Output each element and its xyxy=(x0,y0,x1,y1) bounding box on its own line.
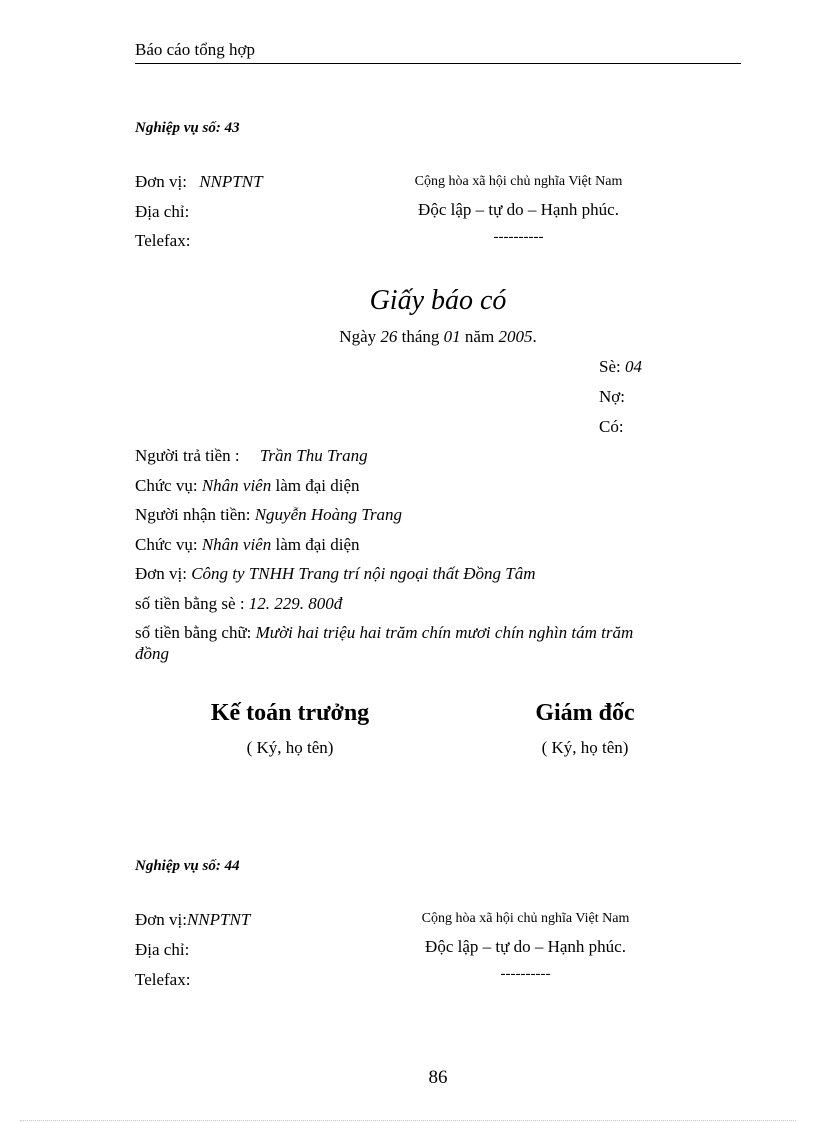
amount-text-value: Mười hai triệu hai trăm chín mươi chín nghìn tám trăm xyxy=(255,623,634,642)
document-date xyxy=(135,327,741,347)
telefax-label-44: Telefax: xyxy=(135,970,191,989)
director-sign-note: ( Ký, họ tên) xyxy=(541,738,629,757)
payer-label: Người trả tiền : xyxy=(135,446,240,465)
date-prefix: Ngày xyxy=(339,327,381,346)
receiver-position-label: Chức vụ: xyxy=(135,535,202,554)
motto-underline-dashes: ---------- xyxy=(493,229,544,245)
voucher-number-value: 04 xyxy=(624,357,642,376)
date-end: . xyxy=(532,327,537,346)
document-title: Giấy báo có xyxy=(369,285,507,316)
amount-text-continuation: đồng xyxy=(135,644,169,663)
page-bottom-border xyxy=(20,1120,796,1121)
header-title: Báo cáo tổng hợp xyxy=(135,40,255,59)
chief-accountant-title: Kế toán trưởng xyxy=(210,700,370,726)
unit-row xyxy=(135,172,263,192)
address-label-44: Địa chỉ: xyxy=(135,940,190,959)
voucher-44-heading: Nghiệp vụ số: 44 xyxy=(135,858,240,874)
payer-row xyxy=(135,446,368,466)
receiver-position-row xyxy=(135,535,360,555)
unit-label: Đơn vị: xyxy=(135,172,187,191)
chief-accountant-sign-note: ( Ký, họ tên) xyxy=(246,738,334,757)
company-label: Đơn vị: xyxy=(135,564,192,583)
motto-underline-dashes-44: ---------- xyxy=(500,966,551,982)
date-month-word: tháng xyxy=(397,327,444,346)
receiver-position-suffix: làm đại diện xyxy=(271,535,360,554)
receiver-label: Người nhận tiền: xyxy=(135,505,255,524)
date-month: 01 xyxy=(443,327,461,346)
company-value: Công ty TNHH Trang trí nội ngoại thất Đồng Tâm xyxy=(191,564,536,583)
voucher-number-label: Sè: xyxy=(599,357,625,376)
date-day: 26 xyxy=(380,327,398,346)
company-row xyxy=(135,564,536,584)
page-number: 86 xyxy=(428,1067,448,1088)
address-label: Địa chỉ: xyxy=(135,202,190,221)
credit-label: Có: xyxy=(599,417,624,436)
amount-text-label: số tiền bằng chữ: xyxy=(135,623,256,642)
unit-value: NNPTNT xyxy=(199,172,263,191)
amount-text-row xyxy=(135,623,633,643)
voucher-number xyxy=(599,357,642,377)
payer-position-value: Nhân viên xyxy=(201,476,272,495)
receiver-row xyxy=(135,505,402,525)
debit-label: Nợ: xyxy=(599,387,625,406)
date-year: 2005 xyxy=(498,327,533,346)
amount-number-row xyxy=(135,594,342,614)
unit-label-44: Đơn vị: xyxy=(135,910,187,929)
header-divider xyxy=(135,63,741,64)
republic-line: Cộng hòa xã hội chủ nghĩa Việt Nam xyxy=(414,174,623,189)
payer-value: Trần Thu Trang xyxy=(259,446,368,465)
receiver-position-value: Nhân viên xyxy=(201,535,272,554)
voucher-43-heading: Nghiệp vụ số: 43 xyxy=(135,120,240,136)
amount-number-label: số tiền bằng sè : xyxy=(135,594,249,613)
director-title: Giám đốc xyxy=(535,700,635,726)
payer-position-row xyxy=(135,476,360,496)
payer-position-suffix: làm đại diện xyxy=(271,476,360,495)
motto-line: Độc lập – tự do – Hạnh phúc. xyxy=(418,200,619,219)
receiver-value: Nguyễn Hoàng Trang xyxy=(254,505,403,524)
unit-value-44: NNPTNT xyxy=(186,910,251,929)
date-year-word: năm xyxy=(460,327,499,346)
motto-line-44: Độc lập – tự do – Hạnh phúc. xyxy=(425,937,626,956)
telefax-label: Telefax: xyxy=(135,231,191,250)
amount-number-value: 12. 229. 800đ xyxy=(248,594,343,613)
unit-row-44 xyxy=(135,910,250,930)
payer-position-label: Chức vụ: xyxy=(135,476,202,495)
republic-line-44: Cộng hòa xã hội chủ nghĩa Việt Nam xyxy=(421,911,630,926)
